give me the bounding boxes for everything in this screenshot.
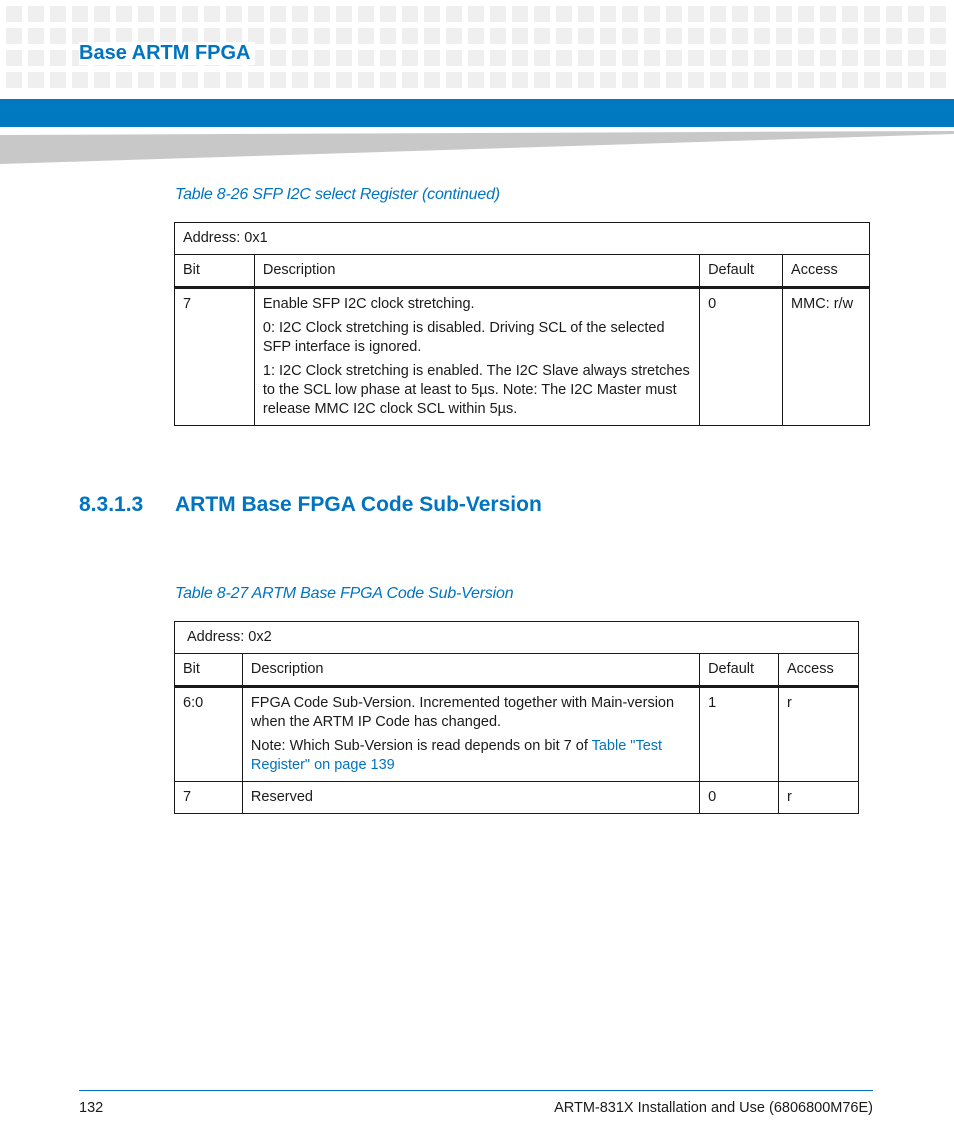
pattern-square — [798, 28, 814, 44]
pattern-square — [512, 72, 528, 88]
pattern-square — [556, 50, 572, 66]
pattern-square — [842, 72, 858, 88]
pattern-square — [864, 50, 880, 66]
table1-caption: Table 8-26 SFP I2C select Register (continued) — [175, 186, 500, 203]
header-grey-wedge — [0, 131, 954, 164]
pattern-square — [446, 28, 462, 44]
pattern-square — [28, 28, 44, 44]
pattern-square — [864, 28, 880, 44]
table1-desc-line: Enable SFP I2C clock stretching. — [262, 296, 475, 312]
pattern-square — [644, 50, 660, 66]
pattern-square — [6, 28, 22, 44]
pattern-square — [820, 72, 836, 88]
pattern-square — [116, 6, 132, 22]
pattern-square — [622, 6, 638, 22]
pattern-square — [886, 72, 902, 88]
pattern-square — [534, 6, 550, 22]
pattern-square — [578, 28, 594, 44]
pattern-square — [6, 72, 22, 88]
pattern-square — [446, 50, 462, 66]
pattern-square — [358, 72, 374, 88]
table2 — [174, 621, 859, 814]
table2-header-row — [175, 654, 859, 687]
pattern-square — [292, 28, 308, 44]
pattern-square — [908, 6, 924, 22]
pattern-square — [578, 6, 594, 22]
section-heading — [79, 493, 542, 517]
pattern-square — [578, 50, 594, 66]
pattern-square — [402, 6, 418, 22]
table1-col-description: Description — [254, 255, 699, 288]
pattern-square — [28, 6, 44, 22]
pattern-square — [50, 50, 66, 66]
pattern-square — [864, 72, 880, 88]
pattern-square — [270, 72, 286, 88]
pattern-square — [270, 50, 286, 66]
pattern-square — [732, 28, 748, 44]
pattern-square — [556, 28, 572, 44]
pattern-square — [358, 6, 374, 22]
pattern-square — [380, 50, 396, 66]
table2-row-default: 0 — [700, 782, 779, 814]
pattern-square — [402, 50, 418, 66]
table1-desc-line: 1: I2C Clock stretching is enabled. The I2C Slave always stretches to the SCL low phase at least to 5µs. Note: The I2C Master must release MMC I2C clock SCL within 5µs. — [262, 363, 690, 417]
table1-col-bit: Bit — [175, 255, 255, 288]
pattern-square — [380, 6, 396, 22]
table1 — [174, 222, 870, 426]
pattern-square — [534, 28, 550, 44]
table1-row-access: MMC: r/w — [783, 288, 870, 426]
table2-note — [251, 737, 691, 775]
pattern-square — [732, 6, 748, 22]
pattern-square — [6, 50, 22, 66]
pattern-square — [930, 50, 946, 66]
pattern-square — [710, 28, 726, 44]
table2-desc-line: FPGA Code Sub-Version. Incremented together with Main-version when the ARTM IP Code has changed. — [250, 695, 675, 730]
pattern-square — [798, 72, 814, 88]
pattern-square — [336, 50, 352, 66]
pattern-square — [226, 6, 242, 22]
pattern-square — [490, 50, 506, 66]
table2-row-description — [242, 687, 699, 782]
pattern-square — [468, 72, 484, 88]
pattern-square — [710, 72, 726, 88]
pattern-square — [72, 6, 88, 22]
pattern-square — [138, 72, 154, 88]
footer-rule — [79, 1090, 873, 1091]
pattern-square — [556, 72, 572, 88]
pattern-square — [446, 72, 462, 88]
table1-col-access: Access — [783, 255, 870, 288]
pattern-square — [842, 50, 858, 66]
pattern-square — [490, 6, 506, 22]
table2-address: Address: 0x2 — [175, 622, 859, 654]
pattern-square — [358, 28, 374, 44]
pattern-square — [754, 72, 770, 88]
pattern-square — [116, 72, 132, 88]
table2-row-default: 1 — [700, 687, 779, 782]
pattern-square — [182, 72, 198, 88]
pattern-square — [820, 50, 836, 66]
pattern-square — [94, 6, 110, 22]
pattern-square — [28, 50, 44, 66]
pattern-square — [776, 72, 792, 88]
pattern-square — [160, 72, 176, 88]
pattern-square — [754, 6, 770, 22]
table-row — [175, 687, 859, 782]
pattern-square — [72, 72, 88, 88]
pattern-square — [688, 50, 704, 66]
pattern-square — [424, 6, 440, 22]
pattern-square — [138, 6, 154, 22]
pattern-square — [666, 50, 682, 66]
pattern-square — [50, 72, 66, 88]
pattern-square — [402, 28, 418, 44]
pattern-square — [380, 72, 396, 88]
pattern-square — [644, 72, 660, 88]
pattern-square — [666, 72, 682, 88]
pattern-square — [512, 6, 528, 22]
pattern-square — [336, 72, 352, 88]
pattern-square — [600, 50, 616, 66]
pattern-square — [380, 28, 396, 44]
pattern-square — [468, 6, 484, 22]
pattern-square — [688, 6, 704, 22]
pattern-square — [754, 50, 770, 66]
pattern-square — [930, 28, 946, 44]
pattern-square — [314, 72, 330, 88]
pattern-square — [50, 6, 66, 22]
pattern-square — [424, 72, 440, 88]
pattern-square — [468, 28, 484, 44]
table2-address-row — [175, 622, 859, 654]
pattern-square — [930, 72, 946, 88]
table2-row-access: r — [779, 782, 859, 814]
table1-row-bit: 7 — [175, 288, 255, 426]
running-header-title: Base ARTM FPGA — [79, 42, 255, 65]
pattern-square — [908, 72, 924, 88]
pattern-square — [336, 28, 352, 44]
pattern-square — [864, 6, 880, 22]
pattern-square — [556, 6, 572, 22]
pattern-square — [710, 6, 726, 22]
pattern-square — [798, 50, 814, 66]
pattern-square — [644, 6, 660, 22]
pattern-square — [622, 72, 638, 88]
pattern-square — [710, 50, 726, 66]
header-blue-band — [0, 99, 954, 127]
pattern-square — [292, 50, 308, 66]
pattern-square — [490, 28, 506, 44]
pattern-square — [292, 72, 308, 88]
pattern-square — [292, 6, 308, 22]
pattern-square — [512, 50, 528, 66]
pattern-square — [204, 72, 220, 88]
table1-col-default: Default — [700, 255, 783, 288]
pattern-square — [468, 50, 484, 66]
pattern-square — [776, 50, 792, 66]
pattern-square — [600, 72, 616, 88]
pattern-square — [336, 6, 352, 22]
pattern-square — [50, 28, 66, 44]
table-row — [175, 782, 859, 814]
table1-header-row — [175, 255, 870, 288]
pattern-square — [446, 6, 462, 22]
pattern-square — [886, 28, 902, 44]
pattern-square — [644, 28, 660, 44]
pattern-square — [314, 50, 330, 66]
pattern-square — [886, 50, 902, 66]
pattern-square — [490, 72, 506, 88]
pattern-square — [908, 50, 924, 66]
pattern-square — [622, 28, 638, 44]
pattern-square — [798, 6, 814, 22]
table2-row-access: r — [779, 687, 859, 782]
table2-col-bit: Bit — [175, 654, 243, 687]
table2-row-description: Reserved — [242, 782, 699, 814]
table1-row-default: 0 — [700, 288, 783, 426]
pattern-square — [270, 6, 286, 22]
pattern-square — [908, 28, 924, 44]
test-register-link[interactable]: Table "Test Register" on page 139 — [250, 738, 663, 773]
section-title: ARTM Base FPGA Code Sub-Version — [175, 493, 542, 516]
pattern-square — [842, 28, 858, 44]
pattern-square — [160, 6, 176, 22]
pattern-square — [732, 50, 748, 66]
pattern-square — [578, 72, 594, 88]
pattern-square — [820, 28, 836, 44]
pattern-square — [688, 72, 704, 88]
pattern-square — [666, 6, 682, 22]
table-row — [175, 288, 870, 426]
pattern-square — [402, 72, 418, 88]
table1-address: Address: 0x1 — [175, 223, 870, 255]
table1-address-row — [175, 223, 870, 255]
pattern-square — [600, 28, 616, 44]
table2-col-description: Description — [242, 654, 699, 687]
pattern-square — [600, 6, 616, 22]
pattern-square — [886, 6, 902, 22]
pattern-square — [732, 72, 748, 88]
table2-note-text: Note: Which Sub-Version is read depends on bit 7 of — [250, 738, 592, 754]
footer-page-number: 132 — [79, 1100, 104, 1116]
pattern-square — [226, 72, 242, 88]
pattern-square — [820, 6, 836, 22]
table2-caption: Table 8-27 ARTM Base FPGA Code Sub-Version — [175, 585, 514, 602]
pattern-square — [534, 50, 550, 66]
table1-row-description — [254, 288, 699, 426]
pattern-square — [270, 28, 286, 44]
pattern-square — [666, 28, 682, 44]
section-number: 8.3.1.3 — [79, 493, 144, 516]
table2-col-default: Default — [700, 654, 779, 687]
pattern-square — [182, 6, 198, 22]
pattern-square — [534, 72, 550, 88]
table2-col-access: Access — [779, 654, 859, 687]
pattern-square — [776, 28, 792, 44]
pattern-square — [94, 72, 110, 88]
pattern-square — [314, 6, 330, 22]
pattern-square — [512, 28, 528, 44]
footer-document-title: ARTM-831X Installation and Use (6806800M76E) — [554, 1100, 873, 1116]
pattern-square — [754, 28, 770, 44]
pattern-square — [204, 6, 220, 22]
pattern-square — [622, 50, 638, 66]
pattern-square — [930, 6, 946, 22]
pattern-square — [842, 6, 858, 22]
pattern-square — [424, 28, 440, 44]
table2-row-bit: 6:0 — [175, 687, 243, 782]
pattern-square — [776, 6, 792, 22]
pattern-square — [248, 6, 264, 22]
table2-row-bit: 7 — [175, 782, 243, 814]
pattern-square — [314, 28, 330, 44]
table1-desc-line: 0: I2C Clock stretching is disabled. Driving SCL of the selected SFP interface is ignored. — [262, 320, 665, 355]
pattern-square — [28, 72, 44, 88]
pattern-square — [248, 72, 264, 88]
pattern-square — [424, 50, 440, 66]
pattern-square — [688, 28, 704, 44]
pattern-square — [6, 6, 22, 22]
pattern-square — [358, 50, 374, 66]
